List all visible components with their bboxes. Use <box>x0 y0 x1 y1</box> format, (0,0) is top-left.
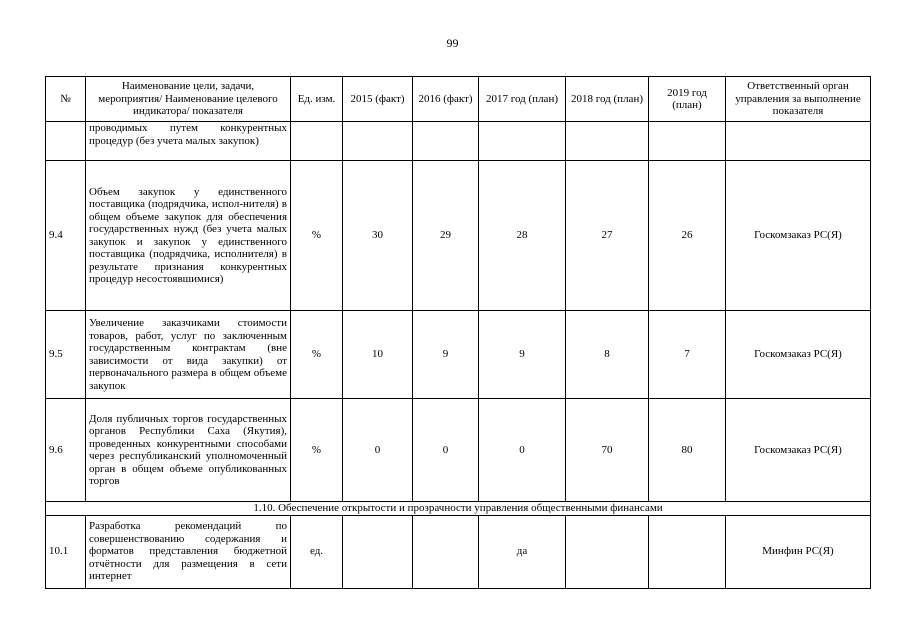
header-2019: 2019 год (план) <box>649 77 726 122</box>
cell-responsible: Минфин РС(Я) <box>726 515 871 588</box>
page-number: 99 <box>446 36 459 50</box>
cell-2019: 80 <box>649 399 726 502</box>
cell-2018 <box>566 122 649 161</box>
cell-2017: да <box>479 515 566 588</box>
cell-responsible: Госкомзаказ РС(Я) <box>726 161 871 311</box>
cell-2019: 7 <box>649 311 726 399</box>
header-responsible: Ответственный орган управления за выполнение показателя <box>726 77 871 122</box>
header-2015: 2015 (факт) <box>343 77 413 122</box>
cell-num <box>46 122 86 161</box>
header-2017: 2017 год (план) <box>479 77 566 122</box>
cell-2018: 8 <box>566 311 649 399</box>
cell-unit: % <box>291 399 343 502</box>
cell-unit <box>291 122 343 161</box>
table-row <box>46 399 871 502</box>
table-row <box>46 311 871 399</box>
header-num: № <box>46 77 86 122</box>
cell-2018 <box>566 515 649 588</box>
cell-num: 10.1 <box>46 515 86 588</box>
cell-2016: 0 <box>413 399 479 502</box>
table-header-row <box>46 77 871 122</box>
cell-2017: 28 <box>479 161 566 311</box>
cell-responsible <box>726 122 871 161</box>
cell-2017 <box>479 122 566 161</box>
cell-name: Разработка рекомендаций по совершенствованию содержания и форматов представления бюджетной отчётности для размещения в сети интернет <box>86 515 291 588</box>
cell-2016 <box>413 515 479 588</box>
section-title: 1.10. Обеспечение открытости и прозрачности управления общественными финансами <box>46 502 871 516</box>
cell-num: 9.4 <box>46 161 86 311</box>
cell-2019: 26 <box>649 161 726 311</box>
section-header-row <box>46 502 871 516</box>
cell-2018: 27 <box>566 161 649 311</box>
cell-num: 9.5 <box>46 311 86 399</box>
cell-unit: % <box>291 311 343 399</box>
header-name: Наименование цели, задачи, мероприятия/ Наименование целевого индикатора/ показателя <box>86 77 291 122</box>
cell-2016: 29 <box>413 161 479 311</box>
table-row <box>46 161 871 311</box>
cell-2015: 30 <box>343 161 413 311</box>
cell-2015: 0 <box>343 399 413 502</box>
table-row <box>46 515 871 588</box>
cell-unit: % <box>291 161 343 311</box>
cell-name: Объем закупок у единственного поставщика (подрядчика, испол-нителя) в общем объеме закупок для обеспечения государственных нужд (без учета малых закупок и закупок у единственного поставщика (подрядчика, исполнителя) в результате признания конкурентных процедур несостоявшимися) <box>86 161 291 311</box>
indicators-table <box>45 76 871 589</box>
cell-2015 <box>343 515 413 588</box>
cell-2018: 70 <box>566 399 649 502</box>
cell-responsible: Госкомзаказ РС(Я) <box>726 399 871 502</box>
header-2018: 2018 год (план) <box>566 77 649 122</box>
cell-responsible: Госкомзаказ РС(Я) <box>726 311 871 399</box>
cell-2019 <box>649 515 726 588</box>
cell-2015: 10 <box>343 311 413 399</box>
cell-2019 <box>649 122 726 161</box>
header-2016: 2016 (факт) <box>413 77 479 122</box>
cell-2017: 0 <box>479 399 566 502</box>
cell-unit: ед. <box>291 515 343 588</box>
cell-2016 <box>413 122 479 161</box>
cell-name: проводимых путем конкурентных процедур (без учета малых закупок) <box>86 122 291 161</box>
cell-2015 <box>343 122 413 161</box>
cell-name: Доля публичных торгов государственных органов Республики Саха (Якутия), проведенных конкурентными способами через республиканский уполномоченный орган в общем объеме опубликованных торгов <box>86 399 291 502</box>
cell-2016: 9 <box>413 311 479 399</box>
cell-name: Увеличение заказчиками стоимости товаров, работ, услуг по заключенным государственным контрактам (вне зависимости от вида закупки) от первоначального размера в общем объеме закупок <box>86 311 291 399</box>
table-row <box>46 122 871 161</box>
cell-2017: 9 <box>479 311 566 399</box>
header-unit: Ед. изм. <box>291 77 343 122</box>
cell-num: 9.6 <box>46 399 86 502</box>
